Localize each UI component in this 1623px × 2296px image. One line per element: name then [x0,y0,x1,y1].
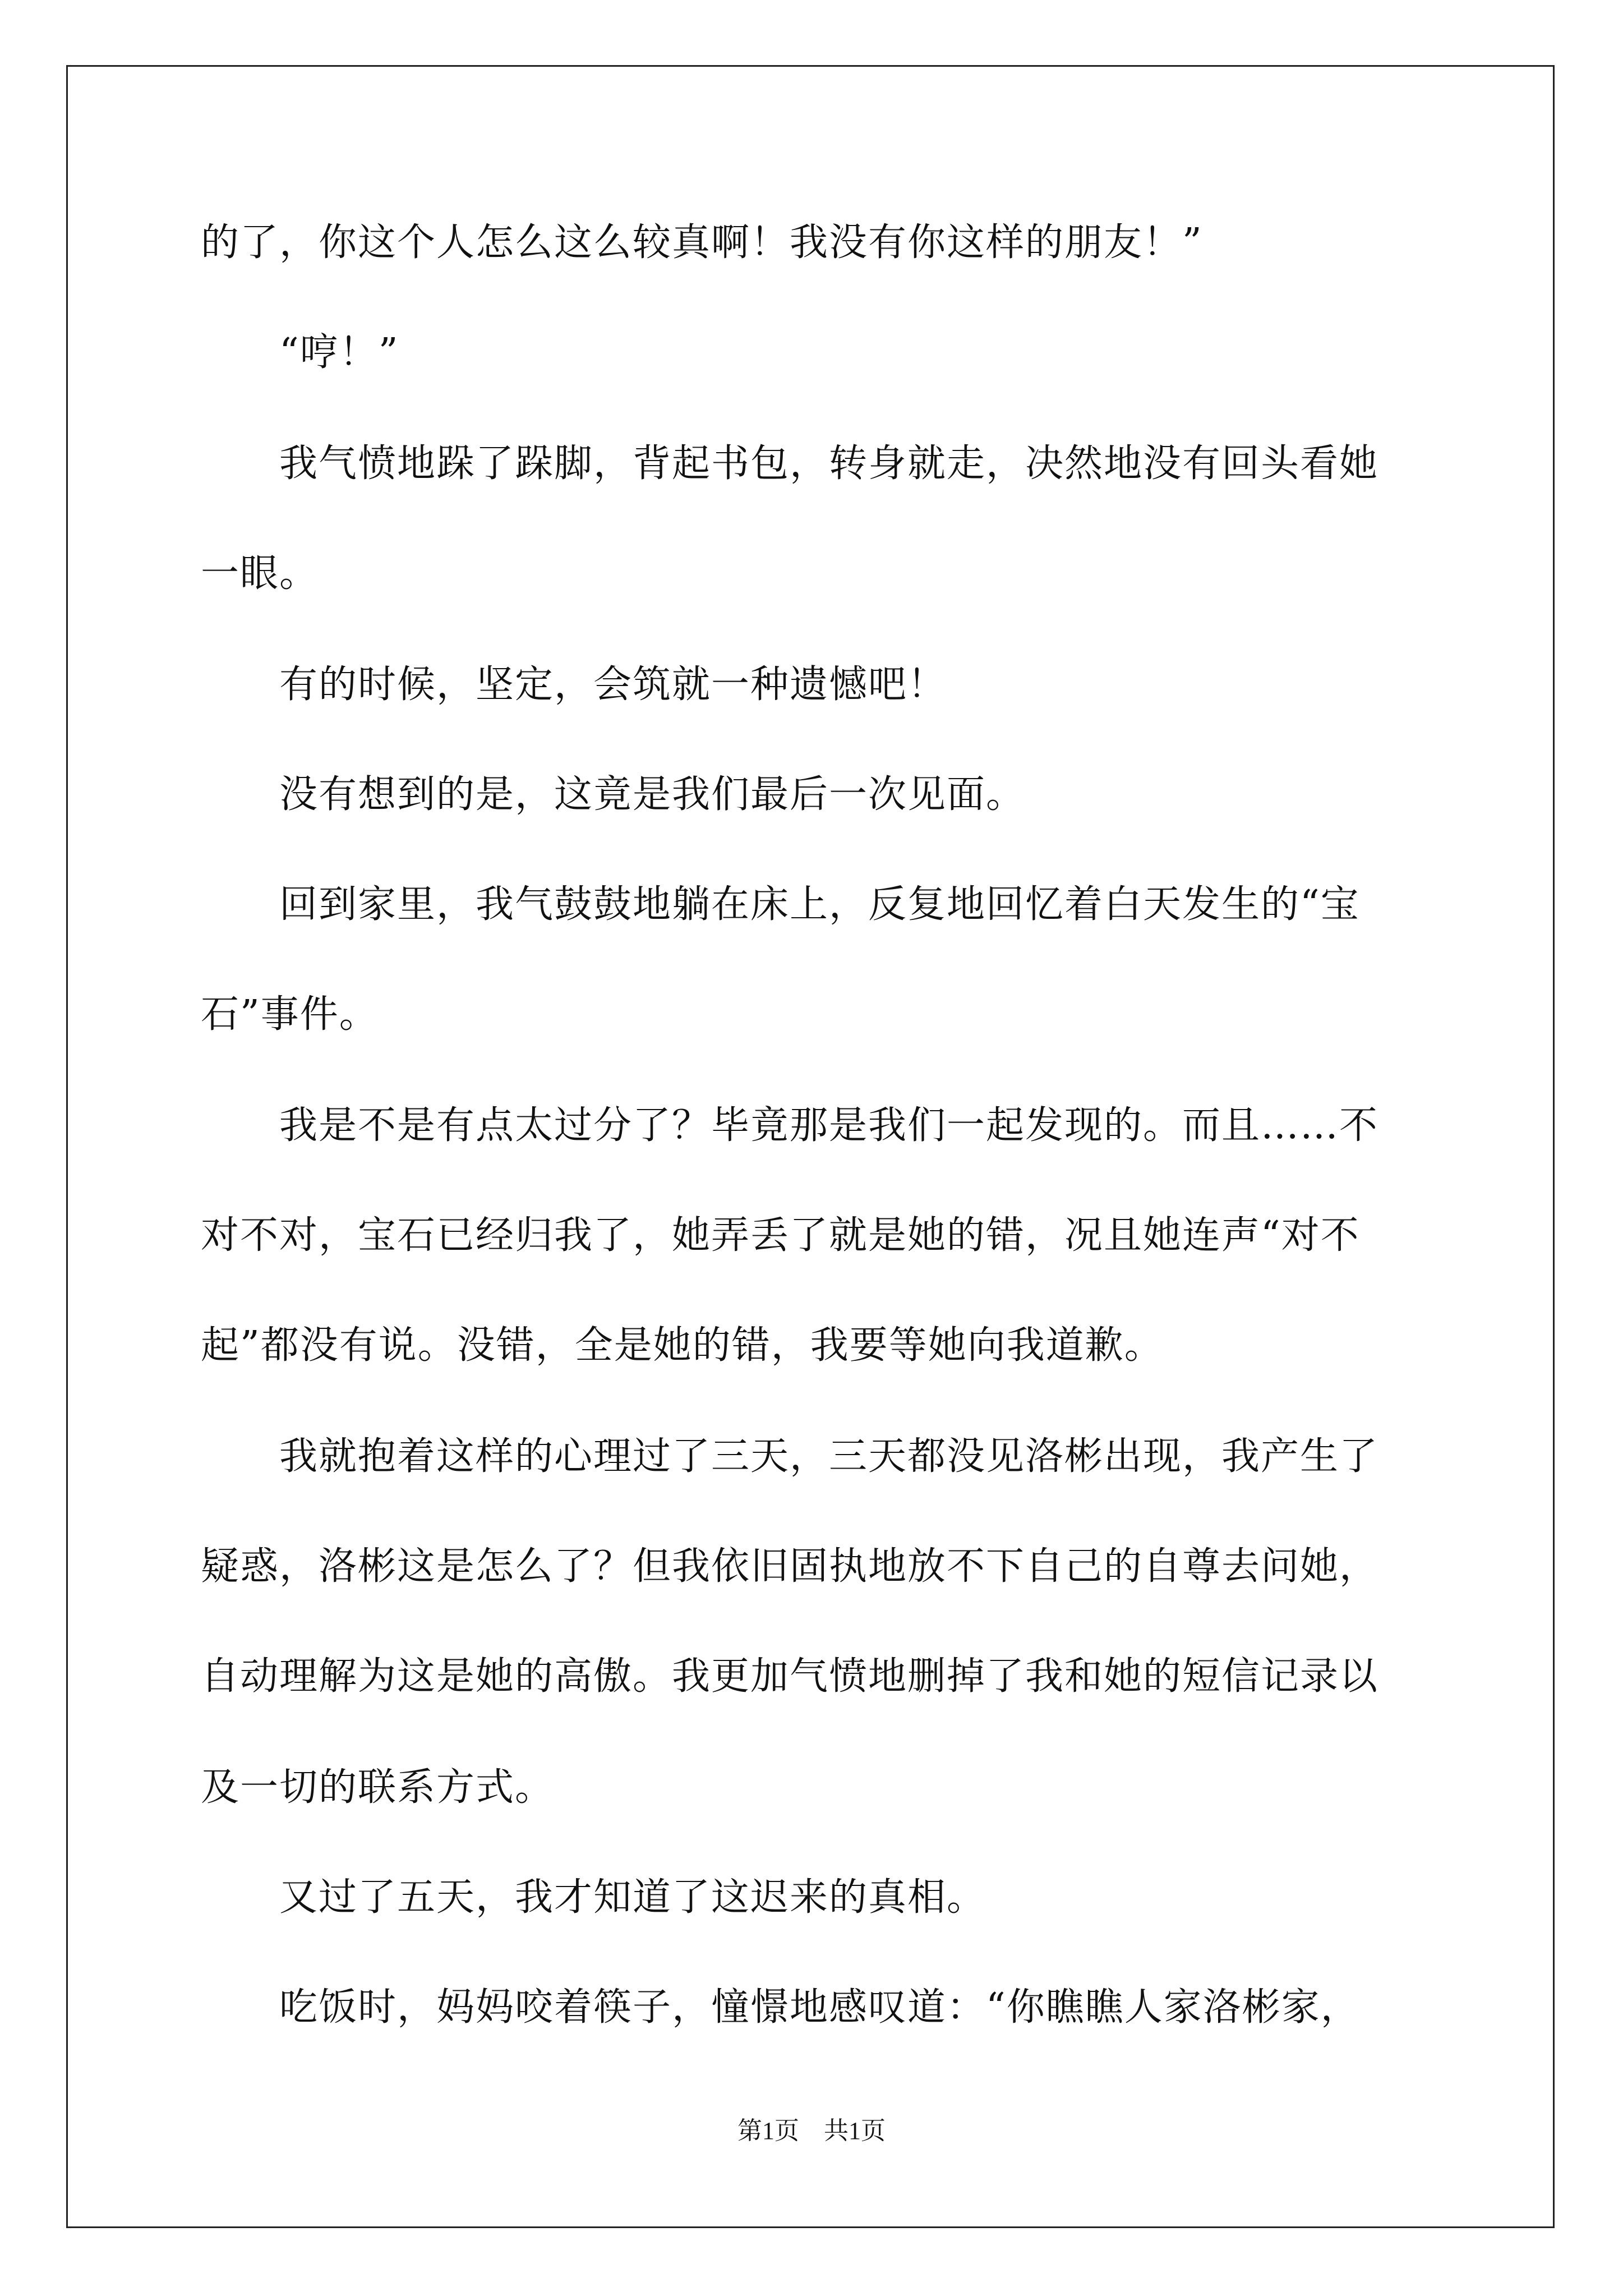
paragraph-line: 我就抱着这样的心理过了三天，三天都没见洛彬出现，我产生了 [279,1434,1379,1479]
paragraph-line: 我气愤地跺了跺脚，背起书包，转身就走，决然地没有回头看她 [279,441,1379,486]
paragraph-line: 一眼。 [201,551,319,596]
paragraph-line: 有的时候，坚定，会筑就一种遗憾吧！ [279,662,947,707]
paragraph-line: 起”都没有说。没错，全是她的错，我要等她向我道歉。 [201,1323,1164,1368]
paragraph-line: 自动理解为这是她的高傲。我更加气愤地删掉了我和她的短信记录以 [201,1654,1379,1699]
paragraph-line: 没有想到的是，这竟是我们最后一次见面。 [279,772,1026,817]
paragraph-line: 又过了五天，我才知道了这迟来的真相。 [279,1875,986,1920]
paragraph-line: 对不对，宝石已经归我了，她弄丢了就是她的错，况且她连声“对不 [201,1213,1360,1258]
page-number-footer: 第1页 共1页 [737,2117,886,2145]
paragraph-line: 吃饭时，妈妈咬着筷子，憧憬地感叹道：“你瞧瞧人家洛彬家， [279,1985,1360,2030]
paragraph-line: “哼！” [279,330,399,375]
paragraph-line: 的了，你这个人怎么这么较真啊！我没有你这样的朋友！” [201,220,1203,265]
paragraph-line: 我是不是有点太过分了？毕竟那是我们一起发现的。而且……不 [279,1103,1379,1148]
paragraph-line: 及一切的联系方式。 [201,1765,555,1810]
paragraph-line: 回到家里，我气鼓鼓地躺在床上，反复地回忆着白天发生的“宝 [279,882,1360,927]
paragraph-line: 疑惑，洛彬这是怎么了？但我依旧固执地放不下自己的自尊去问她， [201,1544,1379,1589]
paragraph-line: 石”事件。 [201,992,379,1037]
